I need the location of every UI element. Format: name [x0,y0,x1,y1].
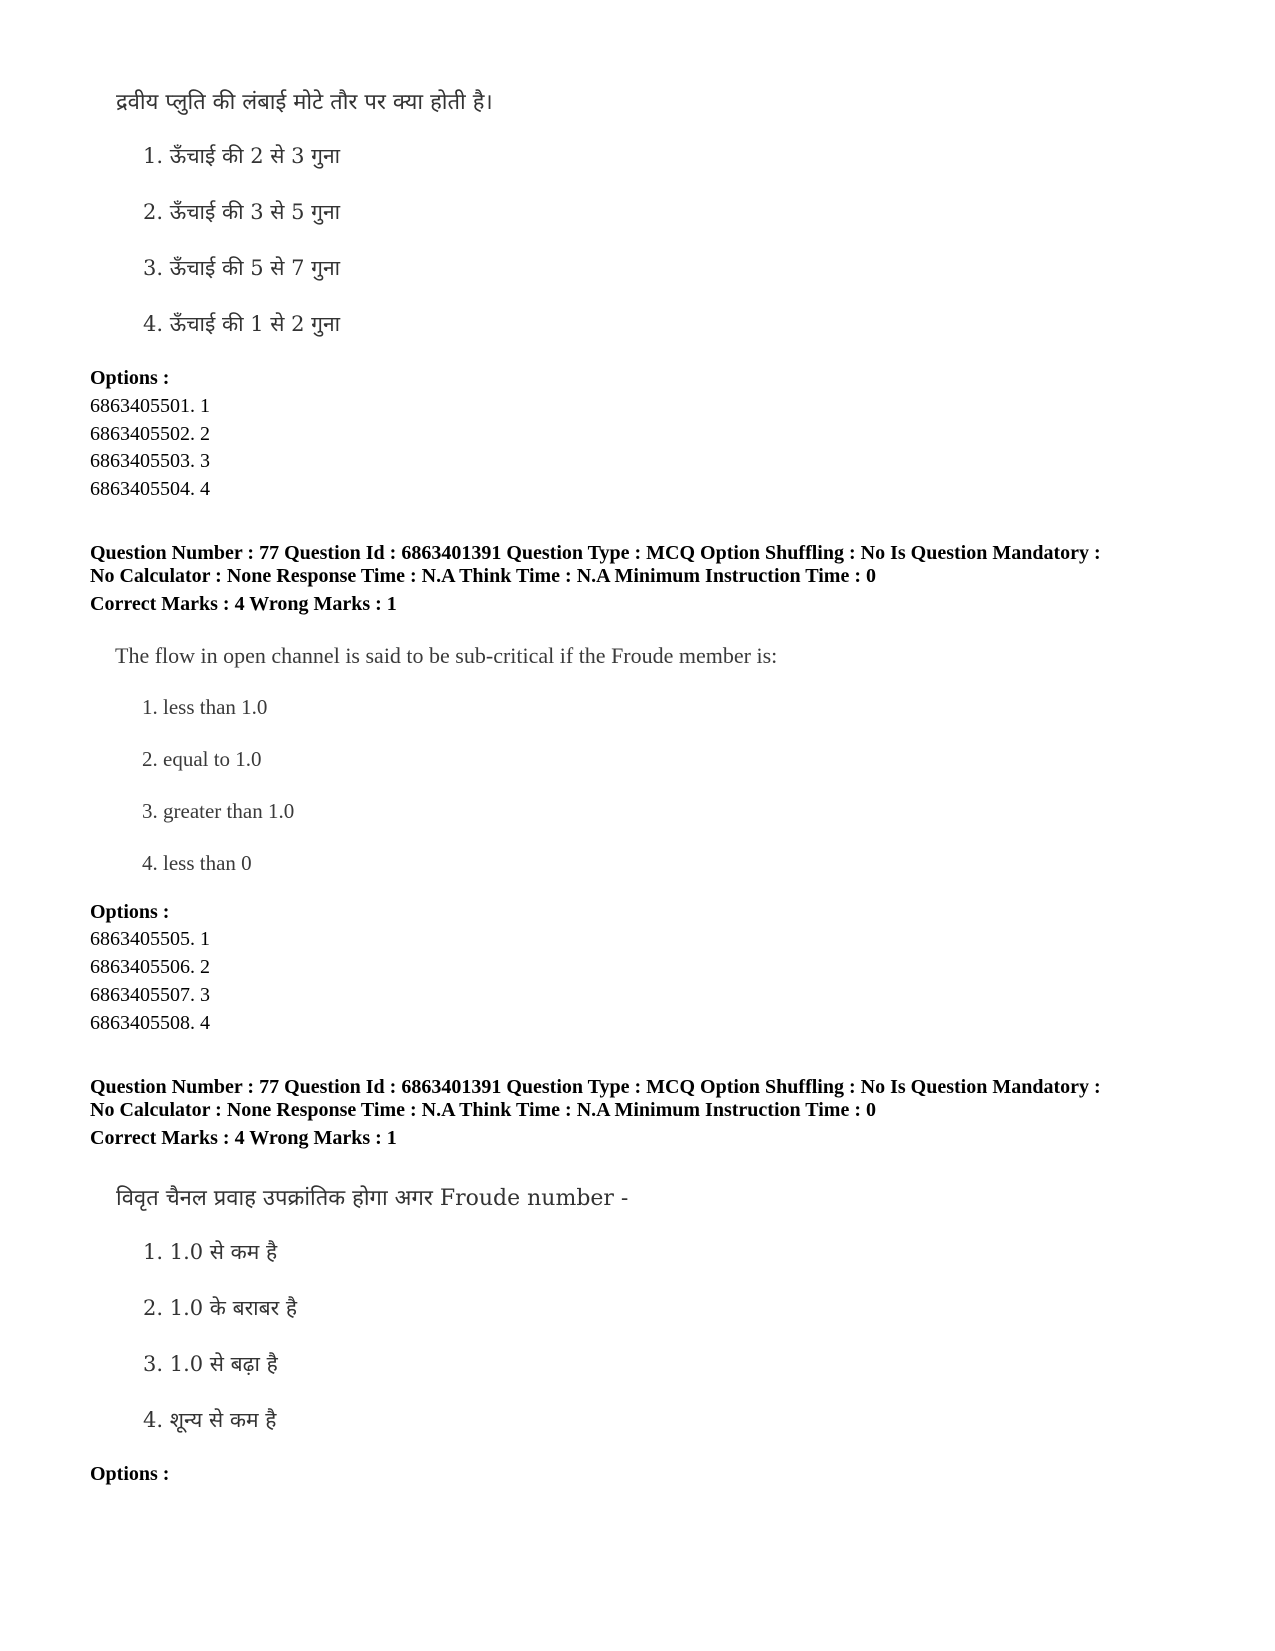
choice-2: 2. 1.0 के बराबर है [143,1296,298,1320]
option-id: 6863405502. 2 [90,423,210,445]
question-text: द्रवीय प्लुति की लंबाई मोटे तौर पर क्या होती है। [116,90,493,115]
choice-3: 3. greater than 1.0 [142,799,295,823]
options-label: Options : [90,1463,170,1485]
choice-3: 3. 1.0 से बढ़ा है [143,1352,278,1376]
option-id: 6863405505. 1 [90,928,210,950]
choice-4: 4. शून्य से कम है [143,1408,277,1432]
question-text: विवृत चैनल प्रवाह उपक्रांतिक होगा अगर Froude number - [116,1186,629,1211]
option-id: 6863405507. 3 [90,984,210,1006]
choice-1: 1. less than 1.0 [142,695,268,719]
options-label: Options : [90,901,170,923]
option-id: 6863405506. 2 [90,956,210,978]
question-meta-line: Question Number : 77 Question Id : 6863401391 Question Type : MCQ Option Shuffling : No Is Question Mandatory : [90,542,1101,564]
choice-1: 1. 1.0 से कम है [143,1240,278,1264]
marks-line: Correct Marks : 4 Wrong Marks : 1 [90,593,397,615]
choice-4: 4. ऊँचाई की 1 से 2 गुना [143,312,341,336]
options-label: Options : [90,367,170,389]
choice-3: 3. ऊँचाई की 5 से 7 गुना [143,256,341,280]
question-meta-line: Question Number : 77 Question Id : 6863401391 Question Type : MCQ Option Shuffling : No Is Question Mandatory : [90,1076,1101,1098]
choice-2: 2. ऊँचाई की 3 से 5 गुना [143,200,341,224]
option-id: 6863405503. 3 [90,450,210,472]
question-meta-line: No Calculator : None Response Time : N.A Think Time : N.A Minimum Instruction Time : 0 [90,1099,876,1121]
choice-2: 2. equal to 1.0 [142,747,262,771]
choice-1: 1. ऊँचाई की 2 से 3 गुना [143,144,341,168]
option-id: 6863405504. 4 [90,478,210,500]
option-id: 6863405508. 4 [90,1012,210,1034]
option-id: 6863405501. 1 [90,395,210,417]
marks-line: Correct Marks : 4 Wrong Marks : 1 [90,1127,397,1149]
question-text: The flow in open channel is said to be sub-critical if the Froude member is: [115,643,778,668]
question-meta-line: No Calculator : None Response Time : N.A Think Time : N.A Minimum Instruction Time : 0 [90,565,876,587]
choice-4: 4. less than 0 [142,851,252,875]
